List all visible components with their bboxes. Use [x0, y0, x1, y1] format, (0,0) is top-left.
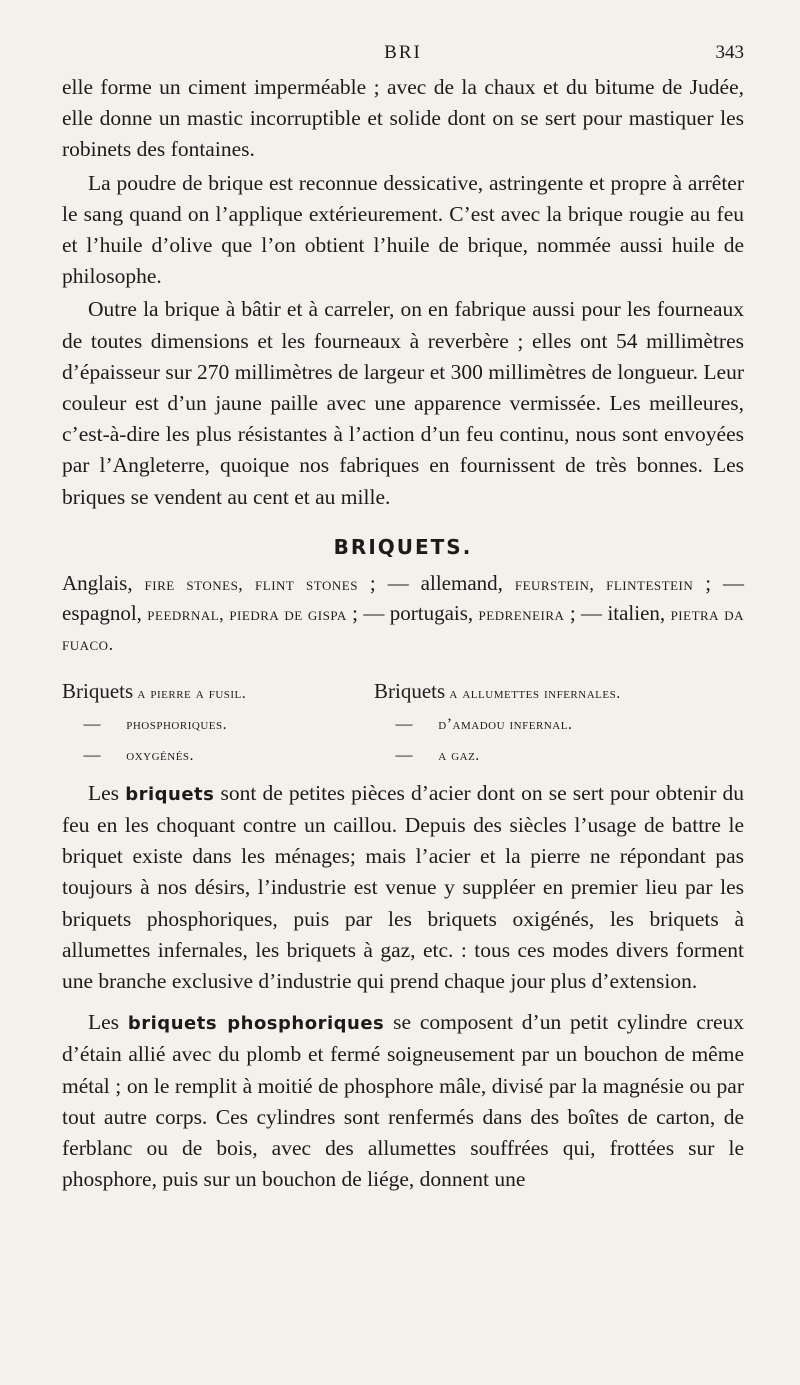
paragraph-continuation: elle forme un ciment imperméable ; avec de la chaux et du bitume de Judée, elle donne un mastic incorruptible et solide dont on se sert pour mastiquer les robinets des fontaines. — [62, 75, 744, 162]
keyword-briquets: briquets — [125, 783, 215, 805]
synonym-lang: portugais — [389, 600, 468, 625]
type-item: Briquets a allumettes infernales. — [374, 678, 621, 703]
type-item: — a gaz. — [395, 744, 480, 764]
running-title: BRI — [384, 42, 422, 63]
synonym-lang: espagnol — [62, 600, 137, 625]
type-item: Briquets a pierre a fusil. — [62, 678, 247, 703]
type-item: — phosphoriques. — [83, 713, 228, 733]
briquet-types-list — [62, 677, 744, 770]
synonym-term: peedrnal, piedra de gispa — [147, 603, 347, 624]
paragraph-phosphoric-briquets: Les briquets phosphoriques se composent d’un petit cylindre creux d’étain allié avec du plomb et fermé soigneusement par un bouchon de même métal ; on le remplit à moitié de phosphore mâle, divisé par la magnésie ou par tout autre corps. Ces cylindres sont renfermés dans des boîtes de carton, de ferblanc ou de bois, avec des allumettes souffrées qui, frottées sur le phosphore, puis sur un bouchon de liége, donnent une — [62, 1010, 745, 1192]
synonym-lang: allemand — [420, 570, 498, 595]
running-head — [62, 38, 744, 72]
synonym-lang: italien — [607, 600, 660, 625]
synonym-lang: Anglais — [62, 570, 128, 595]
paragraph-briquets: Les briquets sont de petites pièces d’acier dont on se sert pour obtenir du feu en les choquant contre un caillou. Depuis des siècles l’usage de battre le briquet existe dans les ménages; mais l’acier et la pierre ne répondant pas toujours à nos désirs, l’industrie est venue y suppléer en premier lieu par les briquets phosphoriques, puis par les briquets oxigénés, les briquets à allumettes infernales, les briquets à gaz, etc. : tous ces modes divers forment une branche exclusive d’industrie qui prend chaque jour plus d’extension. — [62, 780, 745, 994]
synonyms-paragraph: Anglais, fire stones, flint stones ; — allemand, feurstein, flintestein ; — espagnol, peedrnal, piedra de gispa ; — portugais, pedreneira ; — italien, pietra da fuaco. — [62, 570, 744, 654]
page-number: 343 — [715, 42, 744, 63]
synonym-term: pietra da fuaco. — [62, 603, 744, 654]
type-item: — d’amadou infernal. — [395, 713, 573, 733]
paragraph-brick-powder: La poudre de brique est reconnue dessicative, astringente et propre à arrêter le sang quand on l’applique extérieurement. C’est avec la brique rougie au feu et l’huile d’olive que l’on obtient l’huile de brique, nommée aussi huile de philosophe. — [62, 170, 744, 289]
synonym-term: feurstein, flintestein — [514, 573, 694, 594]
paragraph-furnace-bricks: Outre la brique à bâtir et à carreler, on en fabrique aussi pour les fourneaux de toutes dimensions et les fourneaux à reverbère ; elles ont 54 millimètres d’épaisseur sur 270 millimètres de largeur et 300 millimètres de longueur. Leur couleur est d’un jaune paille avec une apparence vermissée. Les meilleures, c’est-à-dire les plus résistantes à l’action d’un feu continu, nous sont envoyées par l’Angleterre, quoique nos fabriques en fournissent de très bonnes. Les briques se vendent au cent et au mille. — [62, 297, 744, 509]
keyword-briquets-phosphoriques: briquets phosphoriques — [127, 1013, 385, 1035]
synonym-term: fire stones, flint stones — [144, 573, 358, 594]
book-page — [62, 38, 744, 1195]
type-item: — oxygénés. — [83, 744, 195, 764]
synonym-term: pedreneira — [478, 603, 565, 624]
section-heading: BRIQUETS. — [333, 534, 473, 559]
